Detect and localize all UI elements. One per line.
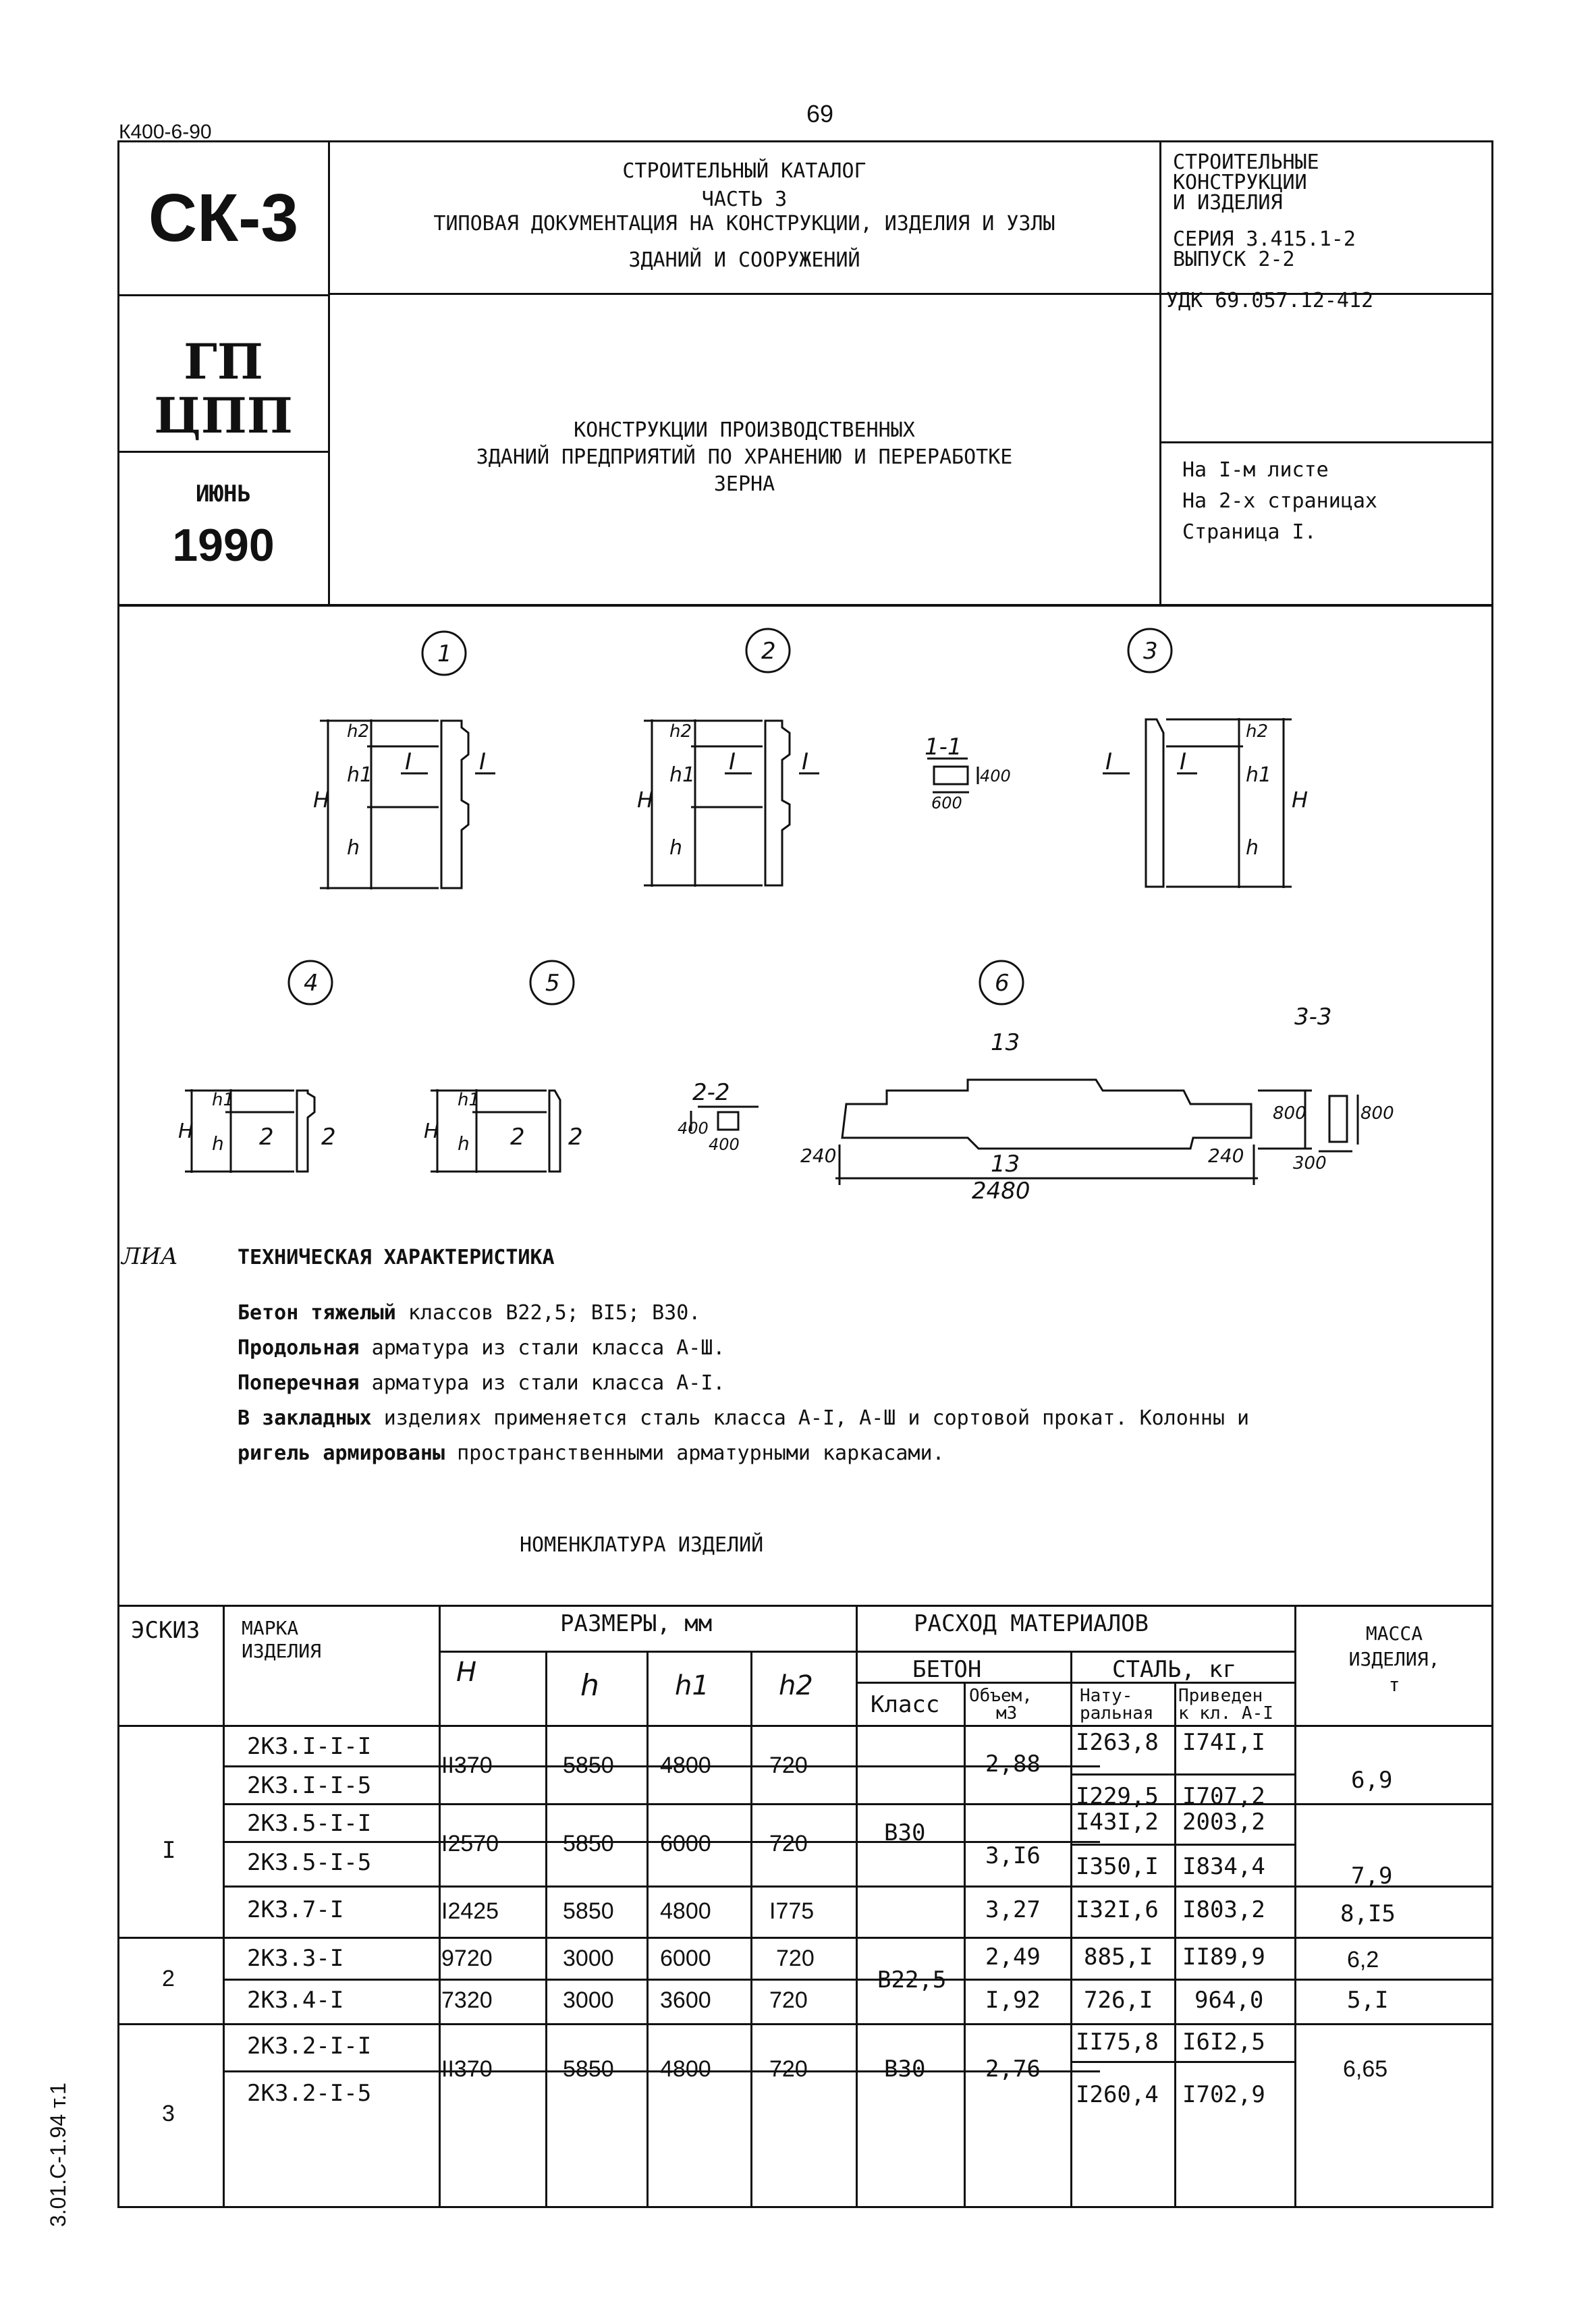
sketch1-column — [441, 721, 468, 888]
vol-2: 3,I6 — [985, 1842, 1041, 1869]
dim-h2-3: h2 — [1246, 721, 1269, 742]
page-number: 69 — [806, 100, 834, 128]
vol-4: 2,49 — [985, 1944, 1041, 1971]
row-4-reduced: I834,4 — [1182, 1853, 1265, 1880]
row-9-mark: 2КЗ.2-I-5 — [247, 2080, 372, 2107]
grp1-h: 5850 — [563, 1753, 614, 1778]
sketch-number-2: 2 — [761, 638, 776, 665]
dim-240-right: 240 — [1208, 1145, 1244, 1167]
mass-4: 6,2 — [1347, 1947, 1379, 1973]
grp1-h2: 720 — [769, 1753, 808, 1778]
section-2-2-label: 2-2 — [692, 1079, 730, 1106]
row-3-natural: I43I,2 — [1076, 1809, 1159, 1836]
th-H: H — [456, 1657, 477, 1688]
section-mark-3b: I — [1180, 748, 1187, 775]
group-sketch-2: 2 — [162, 1966, 175, 1991]
row-7-mark: 2КЗ.4-I — [247, 1987, 344, 2014]
section-1-1-label: 1-1 — [925, 734, 962, 761]
th-class: Класс — [871, 1691, 940, 1718]
dim-2480: 2480 — [972, 1178, 1030, 1205]
dim-h1-4: h1 — [212, 1090, 235, 1110]
dim-h-1: h — [347, 836, 360, 860]
vol-5: I,92 — [985, 1987, 1041, 2014]
dim-600: 600 — [931, 794, 962, 813]
row-5-mark: 2КЗ.7-I — [247, 1896, 344, 1923]
row-7-reduced: 964,0 — [1194, 1987, 1264, 2014]
row-8-reduced: I6I2,5 — [1182, 2029, 1265, 2056]
grp2-h2: 720 — [769, 1831, 808, 1856]
dim-400-a: 400 — [980, 767, 1011, 786]
issue-month: ИЮНЬ — [196, 480, 251, 507]
grp2-h1: 6000 — [660, 1831, 711, 1856]
th-h2: h2 — [779, 1670, 813, 1701]
grp3-H: I2425 — [441, 1898, 499, 1924]
side-note: 3.01.С-1.94 т.1 — [46, 2083, 70, 2227]
row-8-natural: II75,8 — [1076, 2029, 1159, 2056]
vol-6: 2,76 — [985, 2056, 1041, 2083]
row-2-mark: 2КЗ.I-I-5 — [247, 1772, 372, 1799]
sketch3-column — [1146, 719, 1163, 887]
sketch-number-5: 5 — [545, 970, 560, 997]
document-title: КОНСТРУКЦИИ ПРОИЗВОДСТВЕННЫХ ЗДАНИЙ ПРЕДПРИЯТИЙ ПО ХРАНЕНИЮ И ПЕРЕРАБОТКЕ ЗЕРНА — [476, 418, 1013, 496]
th-volume: Объем, м3 — [969, 1686, 1033, 1724]
row-6-mark: 2КЗ.3-I — [247, 1945, 344, 1972]
grp5-h2: 720 — [769, 1987, 808, 2013]
dim-800-b: 800 — [1360, 1103, 1394, 1124]
dim-h-5: h — [458, 1132, 470, 1155]
vol-3: 3,27 — [985, 1896, 1041, 1923]
section-mark-1b: I — [479, 748, 487, 775]
sketch2-column — [765, 721, 790, 885]
row-2-reduced: I707,2 — [1182, 1783, 1265, 1810]
grp5-H: 7320 — [441, 1987, 493, 2013]
sketch4-column — [297, 1091, 314, 1172]
dim-h-4: h — [212, 1132, 224, 1155]
row-3-mark: 2КЗ.5-I-I — [247, 1810, 372, 1837]
grp4-h1: 6000 — [660, 1946, 711, 1971]
row-9-natural: I260,4 — [1076, 2081, 1159, 2108]
tech-heading: ТЕХНИЧЕСКАЯ ХАРАКТЕРИСТИКА — [238, 1246, 555, 1269]
dim-h1-2: h1 — [669, 763, 696, 787]
dim-h2-1: h2 — [347, 721, 370, 742]
mass-3: 8,I5 — [1340, 1900, 1396, 1927]
dim-13-top: 13 — [991, 1029, 1020, 1056]
th-h1: h1 — [675, 1670, 709, 1701]
vol-1: 2,88 — [985, 1751, 1041, 1778]
issue-year: 1990 — [172, 520, 275, 571]
row-5-natural: I32I,6 — [1076, 1896, 1159, 1923]
sketch-number-3: 3 — [1143, 638, 1158, 665]
th-sketch: ЭСКИЗ — [131, 1617, 200, 1644]
row-4-natural: I350,I — [1076, 1853, 1159, 1880]
class-group-3: B30 — [884, 2056, 926, 2083]
th-h: h — [580, 1668, 599, 1703]
section-mark-5a: 2 — [510, 1124, 525, 1151]
dim-h2-2: h2 — [669, 721, 692, 742]
grp2-h: 5850 — [563, 1831, 614, 1856]
row-1-mark: 2КЗ.I-I-I — [247, 1733, 372, 1760]
row-8-mark: 2КЗ.2-I-I — [247, 2033, 372, 2060]
grp1-H: II370 — [441, 1753, 493, 1778]
dim-H-3: H — [1292, 787, 1309, 813]
th-consumption: РАСХОД МАТЕРИАЛОВ — [914, 1610, 1149, 1637]
section-mark-1a: I — [405, 748, 412, 775]
section-3-3-label: 3-3 — [1294, 1003, 1332, 1030]
dim-h-3: h — [1246, 836, 1259, 860]
group-sketch-3: 3 — [162, 2101, 175, 2126]
mass-1: 6,9 — [1351, 1767, 1393, 1794]
catalog-code: СК-3 — [148, 180, 299, 256]
class-group-2: B22,5 — [877, 1966, 947, 1993]
row-1-reduced: I74I,I — [1182, 1729, 1265, 1756]
dim-h1-1: h1 — [347, 763, 373, 787]
section-mark-4a: 2 — [259, 1124, 274, 1151]
dim-300: 300 — [1293, 1153, 1327, 1174]
grp6-h2: 720 — [769, 2056, 808, 2082]
grp4-H: 9720 — [441, 1946, 493, 1971]
sheet-info: На I-м листе На 2-х страницах Страница I. — [1182, 458, 1377, 544]
dim-H-5: H — [424, 1120, 439, 1143]
sketches-drawing — [117, 605, 1493, 1212]
tech-text: Бетон тяжелый классов B22,5; BI5; B30. Продольная арматура из стали класса А-Ш. Поперечная арматура из стали класса А-I. В закладных изделиях применяется сталь класса А-I, А-Ш и сортовой прокат. Колонны и ригель армированы пространственными арматурными каркасами. — [238, 1301, 1250, 1465]
th-natural: Нату- ральная — [1080, 1686, 1154, 1724]
row-3-reduced: 2003,2 — [1182, 1809, 1265, 1836]
mass-2: 7,9 — [1351, 1863, 1393, 1890]
dim-H-1: H — [313, 787, 330, 813]
mass-6: 6,65 — [1343, 2056, 1388, 2082]
udk-code: УДК 69.057.12-412 — [1166, 289, 1374, 312]
doc-code: К400-6-90 — [119, 121, 212, 143]
row-2-natural: I229,5 — [1076, 1783, 1159, 1810]
grp5-h: 3000 — [563, 1987, 614, 2013]
dim-h1-3: h1 — [1246, 763, 1272, 787]
dim-400-b: 400 — [678, 1119, 709, 1138]
section-mark-4b: 2 — [321, 1124, 336, 1151]
sketch-number-4: 4 — [304, 970, 319, 997]
grp6-h1: 4800 — [660, 2056, 711, 2082]
catalog-title: СТРОИТЕЛЬНЫЙ КАТАЛОГ ЧАСТЬ 3 ТИПОВАЯ ДОКУМЕНТАЦИЯ НА КОНСТРУКЦИИ, ИЗДЕЛИЯ И УЗЛЫ ЗДАНИЙ И СООРУЖЕНИЙ — [433, 159, 1055, 272]
th-sizes: РАЗМЕРЫ, мм — [560, 1610, 713, 1637]
sketch-number-1: 1 — [437, 640, 452, 667]
grp5-h1: 3600 — [660, 1987, 711, 2013]
grp4-h2: 720 — [776, 1946, 815, 1971]
dim-H-2: H — [637, 787, 654, 813]
row-1-natural: I263,8 — [1076, 1729, 1159, 1756]
grp6-H: II370 — [441, 2056, 493, 2082]
row-9-reduced: I702,9 — [1182, 2081, 1265, 2108]
grp3-h1: 4800 — [660, 1898, 711, 1924]
th-reduced: Приведен к кл. А-I — [1178, 1686, 1273, 1724]
series-box: СТРОИТЕЛЬНЫЕ КОНСТРУКЦИИ И ИЗДЕЛИЯ СЕРИЯ 3.415.1-2 ВЫПУСК 2-2 — [1173, 150, 1356, 271]
section-mark-5b: 2 — [568, 1124, 583, 1151]
th-mark: МАРКА ИЗДЕЛИЯ — [242, 1617, 322, 1662]
grp6-h: 5850 — [563, 2056, 614, 2082]
sketch-number-6: 6 — [995, 970, 1010, 997]
grp1-h1: 4800 — [660, 1753, 711, 1778]
sketch5-column — [549, 1091, 560, 1172]
th-concrete: БЕТОН — [912, 1656, 982, 1683]
row-6-natural: 885,I — [1084, 1944, 1153, 1971]
dim-h1-5: h1 — [458, 1090, 480, 1110]
class-group-1: B30 — [884, 1819, 926, 1846]
dim-13-bottom: 13 — [991, 1151, 1020, 1178]
th-mass: МАССА ИЗДЕЛИЯ, т — [1348, 1622, 1440, 1696]
mass-5: 5,I — [1347, 1987, 1389, 2014]
handwritten-label: ЛИА — [121, 1243, 178, 1270]
dim-800-a: 800 — [1273, 1103, 1306, 1124]
group-sketch-1: I — [162, 1837, 176, 1864]
row-6-reduced: II89,9 — [1182, 1944, 1265, 1971]
grp3-h: 5850 — [563, 1898, 614, 1924]
section-mark-2a: I — [729, 748, 736, 775]
row-4-mark: 2КЗ.5-I-5 — [247, 1849, 372, 1876]
grp4-h: 3000 — [563, 1946, 614, 1971]
grp3-h2: I775 — [769, 1898, 815, 1924]
section-mark-3a: I — [1105, 748, 1113, 775]
section-mark-2b: I — [802, 748, 809, 775]
th-steel: СТАЛЬ, кг — [1112, 1656, 1237, 1683]
row-7-natural: 726,I — [1084, 1987, 1153, 2014]
sketch6-beam — [842, 1080, 1251, 1149]
dim-400-c: 400 — [709, 1135, 740, 1154]
row-5-reduced: I803,2 — [1182, 1896, 1265, 1923]
org-name: ГП ЦПП — [154, 333, 293, 444]
dim-H-4: H — [178, 1120, 194, 1143]
table-title: НОМЕНКЛАТУРА ИЗДЕЛИЙ — [520, 1533, 764, 1557]
dim-h-2: h — [669, 836, 683, 860]
dim-240-left: 240 — [800, 1145, 837, 1167]
grp2-H: I2570 — [441, 1831, 499, 1856]
